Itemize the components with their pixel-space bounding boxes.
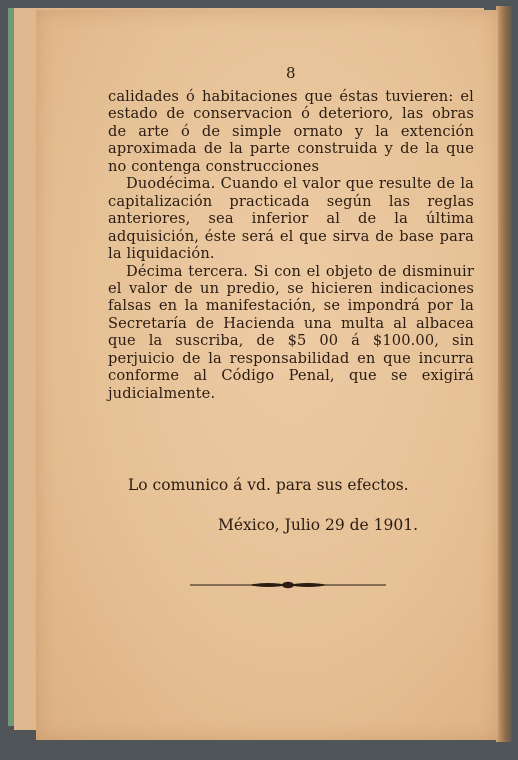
paragraph-decima-tercera: Décima tercera. Si con el objeto de disminuir el valor de un predio, se hicieren indicaciones falsas en la manifestación, se impondrá por la Secretaría de Hacienda una multa al albacea que la suscriba, de $5 00 á $100.00, sin perjuicio de la responsabilidad en que incurra conforme al Código Penal, que se exigirá judicialmente. [108,262,474,402]
ornament-divider-icon [188,578,388,592]
place-and-date: México, Julio 29 de 1901. [218,516,419,534]
closing-line: Lo comunico á vd. para sus efectos. [128,476,409,494]
paragraph-continuation: calidades ó habitaciones que éstas tuvieren: el estado de conservacion ó deterioro, las obras de arte ó de simple ornato y la extención aproximada de la parte construida y de la que no contenga construcciones [108,88,474,175]
body-text [108,88,474,402]
page-number: 8 [286,64,296,82]
book-spine [496,6,512,742]
paragraph-duodecima: Duodécima. Cuando el valor que resulte de la capitalización practicada según las reglas anteriores, sea inferior al de la última adquisición, éste será el que sirva de base para la liquidación. [108,175,474,263]
